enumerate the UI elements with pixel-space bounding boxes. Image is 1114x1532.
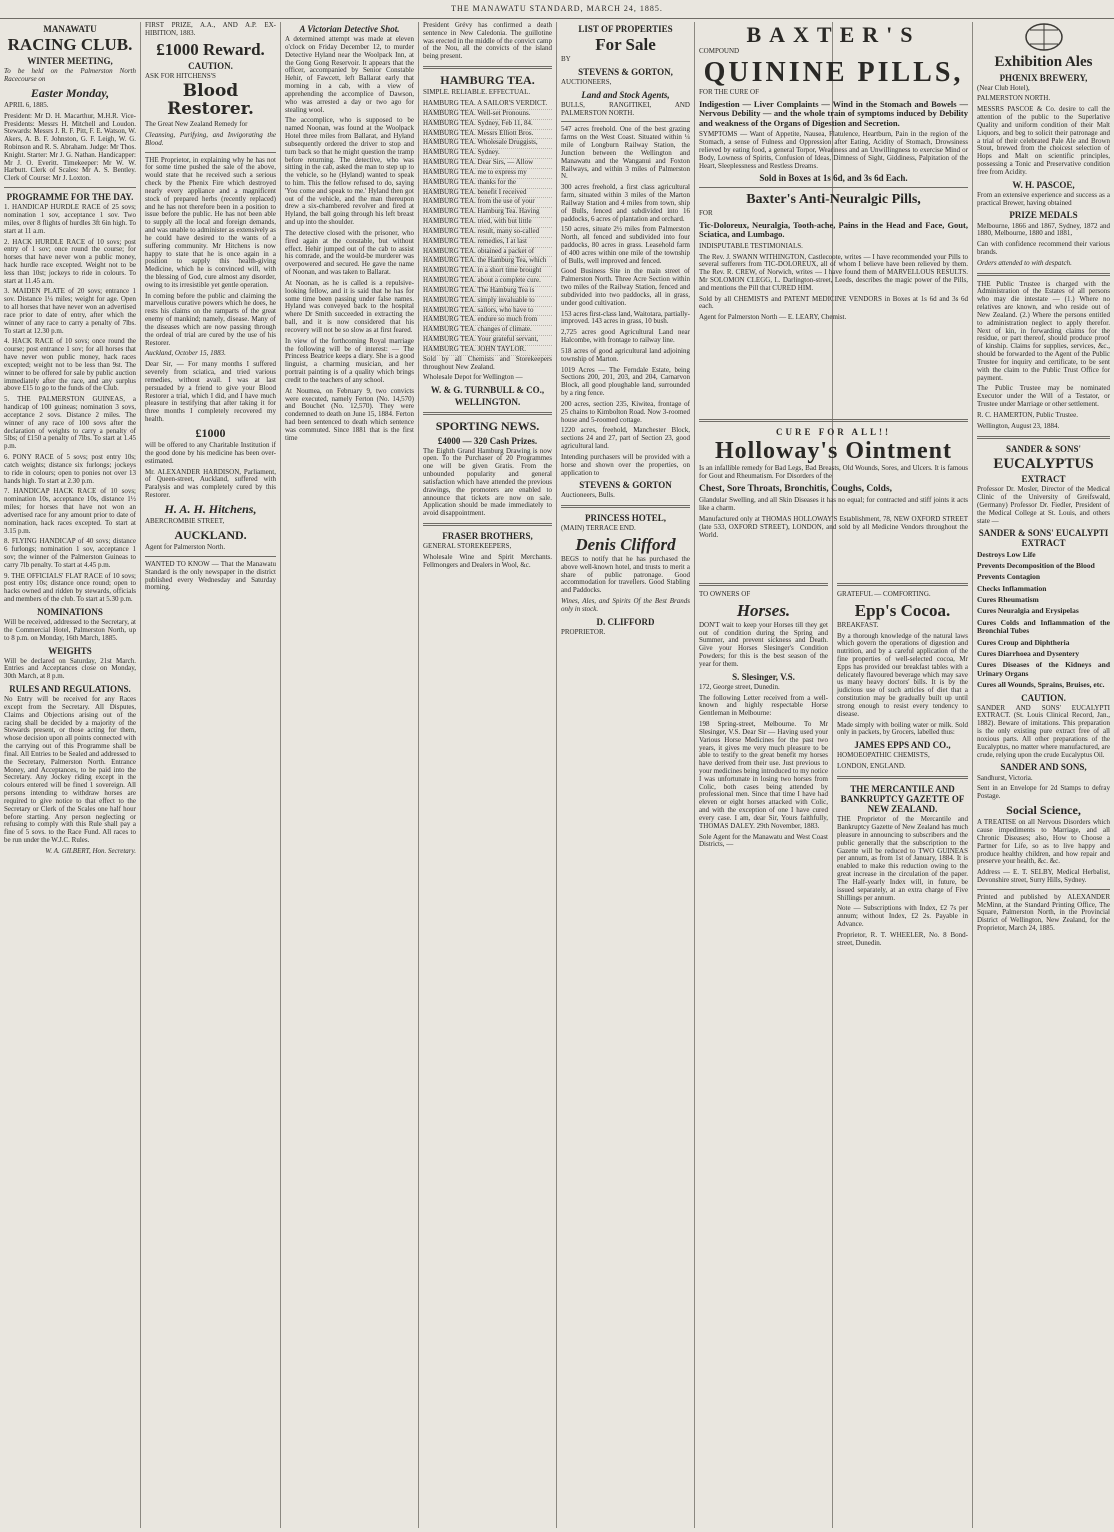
- hamburg-item: HAMBURG TEA. sailors, who have to: [423, 307, 552, 317]
- product-heading: Blood Restorer.: [167, 81, 254, 120]
- race-event: 3. MAIDEN PLATE of 20 sovs; entrance 1 sov. Distance 1¼ miles; weight for age. Open to all horses that have never won an advertised race prior to date of entry, after which the winner of any race to carry a penalty of 7lbs. To start at 12.30 p.m.: [4, 287, 136, 335]
- imprint: Printed and published by ALEXANDER McMinn, at the Standard Printing Office, The Square, Palmerston North, in the Provincial District of Wellington, New Zealand, for the Proprietor, March 24, 1885.: [977, 892, 1110, 933]
- trustee-signature: R. C. HAMERTON, Public Trustee.: [977, 410, 1078, 419]
- holloway-body: Is an infallible remedy for Bad Legs, Bad Breasts, Old Wounds, Sores, and Ulcers. It is famous for Gout and Rheumatism. For Disorders of the: [699, 464, 968, 480]
- pascoe-name: W. H. PASCOE,: [1012, 179, 1075, 190]
- property-listing: 518 acres of good agricultural land adjoining township of Marton.: [561, 346, 690, 363]
- agent-name: STEVENS & GORTON,: [578, 66, 673, 77]
- prize-line: FIRST PRIZE, A.A., AND A.P. EX-HIBITION, 1883.: [145, 22, 276, 37]
- article-paragraph: The accomplice, who is supposed to be named Noonan, was found at the Woolpack Hotel three miles from Ballarat, and Hyland subsequently ordered the driver to stop and turn back so that he might question the tramp before returning. The detective, who was sitting in the cab, asked the man to step up to the vehicle, so he (Hyland) wanted to speak to him. This the fellow refused to do, saying 'You come and speak to me.' Hyland then got out of the vehicle, and the man thereupon drew a six-chambered revolver and fired at Hyland, the ball going through his left breast and up into the shoulder.: [285, 116, 414, 227]
- address-name: H. A. H. Hitchens,: [164, 501, 257, 516]
- rules-text: No Entry will be received for any Races except from the Secretary. All Disputes, Claims and Objections arising out of the racing shall be decided by a majority of the Stewards present, or those acting for them, whose decision upon all points connected with the carrying out of this Programme shall be final. All Entries to be Sealed and addressed to the Secretary, Palmerston North. Entrance Money, and Acceptances, to be paid into the Secretary. Any Jockey riding except in the colours entered will be fined 1 sovereign. All persons intending to withdraw horses are required to give notice to that effect to the Secretary or Clerk of the Scales one half hour before starting. Any person neglecting or refusing to comply with this Rule shall pay a fine of 5 sovs. to the Race Fund. All races to be run under the W.J.C. Rules.: [4, 695, 136, 845]
- article-paragraph: In coming before the public and claiming the marvellous curative powers which he does, he rests his claims on the ramparts of the great enemy of mankind; namely, disease. Many of the diseases which are now passing through the ordeal of trial are cured by the use of his Restorer.: [145, 291, 276, 347]
- epps-column: [833, 578, 972, 1526]
- hamburg-item: HAMBURG TEA. tried, with but little: [423, 218, 552, 228]
- caution-title: CAUTION.: [1021, 692, 1066, 703]
- holloway-body-2: Glandular Swelling, and all Skin Diseases it has no equal; for contracted and stiff joints it acts like a charm.: [699, 496, 968, 513]
- hamburg-item: HAMBURG TEA. Dear Sirs, — Allow: [423, 159, 552, 169]
- sporting-title: SPORTING NEWS.: [435, 419, 540, 434]
- article-paragraph: At Noonan, as he is called is a repulsive-looking fellow, and it is said that he has for some time been passing under false names. Hyland was conveyed back to the hospital where Dr Smith succeeded in extracting the ball, and it is now considered that his recovery will not be so slow as at first feared.: [285, 278, 414, 334]
- agent-close-name: STEVENS & GORTON: [579, 480, 672, 491]
- product-tagline-2: Cleansing, Purifying, and Invigorating the Blood.: [145, 130, 276, 147]
- ask-line: ASK FOR HITCHENS'S: [145, 71, 216, 80]
- claim-item: Checks Inflammation: [977, 583, 1047, 593]
- for-sale-heading: For Sale: [595, 35, 656, 55]
- slesinger-testimonial: 198 Spring-street, Melbourne. To Mr Slesinger, V.S. Dear Sir — Having used your Various Horse Medicines for the past two years, it gives me very much pleasure to be able to testify to the great benefit my horses have derived from their use. Just previous to your medicines being introduced to my notice I was unfortunate in losing two horses from Colic, both cases being attended by professional men. Since that time I have had eleven or eight horses attacked with Colic, and with the exception of one I have cured every case. I am, dear Sir, Yours faithfully, THOMAS DALEY. 29th November, 1883.: [699, 720, 828, 830]
- address-city: AUCKLAND.: [174, 527, 247, 542]
- holloway-maker: Manufactured only at THOMAS HOLLOWAY'S Establishment, 78, NEW OXFORD STREET (late 533, OXFORD STREET), LONDON, and sold by all Medicine Vendors throughout the World.: [699, 515, 968, 539]
- neuralgic-list: Tic-Doloreux, Neuralgia, Tooth-ache, Pains in the Head and Face, Gout, Sciatica, and Lumbago.: [699, 219, 968, 240]
- by-line: BY: [561, 54, 571, 63]
- holloway-list: Chest, Sore Throats, Bronchitis, Coughs, Colds,: [699, 483, 893, 494]
- hamburg-item: HAMBURG TEA. Your grateful servant,: [423, 336, 552, 346]
- hamburg-item: HAMBURG TEA. the Hamburg Tea, which: [423, 257, 552, 267]
- weights-title: WEIGHTS: [48, 645, 92, 656]
- baxter-for-cure: FOR THE CURE OF: [699, 87, 759, 96]
- slesinger-name: S. Slesinger, V.S.: [732, 671, 795, 682]
- claim-item: Cures Croup and Diphtheria: [977, 637, 1070, 647]
- hotel-name: PRINCESS HOTEL,: [584, 513, 667, 524]
- race-event: 9. THE OFFICIALS' FLAT RACE of 10 sovs; post entry 10s; distance once round; open to hacks owned and ridden by stewards, officials and members of the club. To start at 5.30 p.m.: [4, 571, 136, 604]
- sander-title-2: SANDER & SONS' EUCALYPTI EXTRACT: [978, 528, 1109, 549]
- properties-list-title: LIST OF PROPERTIES: [578, 24, 673, 34]
- reward-heading: £1000 Reward.: [156, 39, 265, 59]
- social-title: Social Science,: [1006, 803, 1081, 818]
- stamps-line: Sent in an Envelope for 2d Stamps to defray Postage.: [977, 784, 1110, 801]
- agent-subtitle: Land and Stock Agents,: [581, 89, 670, 100]
- depot-name: W. & G. TURNBULL & CO.,: [430, 385, 545, 396]
- race-event: 2. HACK HURDLE RACE of 10 sovs; post entry of 1 sov; once round the course; for horses that have never won a public money, hack hurdle race excepted. Weight not to be less than 10st; jockeys to ride in colours. To start at 11.45 a.m.: [4, 237, 136, 285]
- racing-meeting: WINTER MEETING,: [27, 55, 113, 66]
- agent-location: BULLS, RANGITIKEI, AND PALMERSTON NORTH.: [561, 100, 690, 117]
- horses-pre: TO OWNERS OF: [699, 590, 751, 598]
- hamburg-item: HAMBURG TEA. A SAILOR'S VERDICT.: [423, 100, 552, 110]
- race-event: 5. THE PALMERSTON GUINEAS, a handicap of 100 guineas; nomination 3 sovs, acceptance 2 sovs. Distance 2 miles. The winner of any race of 100 sovs after the declaration of weights to carry a penalty of 5lbs; of £150 a penalty of 7lbs. To start at 1.45 p.m.: [4, 395, 136, 451]
- hamburg-item: HAMBURG TEA. changes of climate.: [423, 326, 552, 336]
- baxters-advert: [695, 22, 972, 412]
- article-paragraph: THE Proprietor, in explaining why he has not for some time pushed the sale of the above, would state that he received such a serious check by the Phenix Fire which destroyed nearly every appliance and a magnificent stock of prepared herbs (recently replaced) and he has not therefore been in a position to issue before the public. He has not been able to supply all the local and foreign demands, and was unable to administer as extensively as he could have desired to the wants of a suffering community. Mr Hitchens is now happy to state that he is once again in a position to supply this health-giving Medicine, which he is convinced will, with the blessing of God, cure almost any disorder, owing to its irresistible yet gentle operation.: [145, 155, 276, 289]
- property-listing: 1220 acres, freehold, Manchester Block, sections 24 and 27, part of Section 23, good agricultural land.: [561, 426, 690, 451]
- hamburg-item: HAMBURG TEA. Hamburg Tea. Having: [423, 208, 552, 218]
- horses-body: DON'T wait to keep your Horses till they get out of condition during the Spring and Summer, and prevent sickness and Death. Give your Horses Slesinger's Condition Powders; for this is the best season of the year for them.: [699, 620, 828, 668]
- race-event: 4. HACK RACE of 10 sovs; once round the course; post entrance 1 sov; for all horses that have never won public money, hack races excepted; weight not to be less than 9st. The winner to be offered for sale by public auction immediately after the race, and any surplus above £15 to go to the funds of the Club.: [4, 337, 136, 393]
- property-listing: 547 acres freehold. One of the best grazing farms on the West Coast. Situated within ¼ mile of Longburn Railway Station, the Junction between the Wellington and Manawatu and the Wanganui and Foxton Railways, and within 3 miles of Palmerston N.: [561, 125, 690, 181]
- sporting-subtitle: £4000 — 320 Cash Prizes.: [437, 435, 538, 446]
- product-tagline: The Great New Zealand Remedy for: [145, 120, 248, 129]
- hamburg-item: HAMBURG TEA. about a complete cure.: [423, 277, 552, 287]
- programme-title: PROGRAMME FOR THE DAY.: [6, 192, 134, 203]
- hamburg-item: HAMBURG TEA. Sydney.: [423, 149, 552, 159]
- eucalyptus-heading: EUCALYPTUS: [993, 455, 1094, 472]
- baxter-compound: COMPOUND: [699, 47, 740, 55]
- epps-subtitle: BREAKFAST.: [837, 620, 879, 629]
- hamburg-item: HAMBURG TEA. in a short time brought: [423, 267, 552, 277]
- property-listing: 153 acres first-class land, Waitotara, partially-improved. 143 acres in grass, 10 bush.: [561, 309, 690, 326]
- baxter-price: Sold in Boxes at 1s 6d, and 3s 6d Each.: [759, 173, 908, 184]
- sander-body: Professor Dr. Mosler, Director of the Medical Clinic of the University of Greifswald, (Germany) Professor Dr. Fiedler, President of the Medical College at St. Louis, and others state —: [977, 485, 1110, 525]
- article-paragraph: In view of the forthcoming Royal marriage the following will be of interest: — The Princess Beatrice keeps a diary. She is a good linguist, a charming musician, and her portrait painting is of a quality which brings credit to the teachers of any school.: [285, 336, 414, 384]
- race-event: 6. PONY RACE of 5 sovs; post entry 10s; catch weights; distance six furlongs; jockeys to ride in colours; open to ponies not over 13 hands high. To start at 2.30 p.m.: [4, 453, 136, 485]
- exhibition-title: Exhibition Ales: [994, 54, 1093, 70]
- intending-purchasers: Intending purchasers will be provided with a horse and shown over the properties, on application to: [561, 452, 690, 477]
- caution-body: SANDER AND SONS' EUCALYPTI EXTRACT. (St. Louis Clinical Record, Jan., 1882). Beware of imitations. This preparation is the only existing pure extract free of all noxious parts. All other preparations of the Eucalyptus, no matter where manufactured, are crude, relying upon the crude Eucalyptus Oil.: [977, 703, 1110, 759]
- orders-line: Orders attended to with despatch.: [977, 258, 1072, 267]
- hotel-subtitle: (MAIN) TERRACE END.: [561, 524, 636, 533]
- property-listing: 300 acres freehold, a first class agricultural farm, situated within 3 miles of the Marton Railway Station and 4 miles from town, ship of Bulls, fenced and subdivided into 16 paddocks, 6 acres of plantation and orchard.: [561, 183, 690, 223]
- property-listing: 1019 Acres — The Ferndale Estate, being Sections 200, 201, 203, and 204, Carnarvon Block, all good ploughable land, surrounded by a ring fence.: [561, 365, 690, 398]
- social-address: Address — E. T. SELBY, Medical Herbalist, Devonshire street, Surry Hills, Sydney.: [977, 868, 1110, 884]
- trustee-body: THE Public Trustee is charged with the Administration of the Estates of all persons who may die intestate — (1.) Where no relatives are known, and who reside out of New Zealand. (2.) Where the persons entitled to administration neglect to apply therefor. Next of kin, in forwarding claims for the residue, or part thereof, should produce proof of kinship. Claims for supplies, services, &c., should be forwarded to the Agent of the Public Trustee for inquiry and certificate, to be sent with the claim to the Public Trust Office for payment.: [977, 279, 1110, 382]
- wanted-notice: WANTED TO KNOW — That the Manawatu Standard is the only newspaper in the district published every Wednesday and Saturday morning.: [145, 559, 276, 592]
- hamburg-item: HAMBURG TEA. The Hamburg Tea is: [423, 287, 552, 297]
- pascoe-subtitle: From an extensive experience and success as a practical Brewer, having obtained: [977, 190, 1110, 207]
- gazette-signature: Proprietor, R. T. WHEELER, No. 8 Bond-street, Dunedin.: [837, 930, 968, 947]
- nominations-title: NOMINATIONS: [37, 606, 103, 617]
- hamburg-item: HAMBURG TEA. obtained a packet of: [423, 248, 552, 258]
- baxter-ailments: Indigestion — Liver Complaints — Wind in the Stomach and Bowels — Nervous Debility — and the whole train of symptoms induced by Debility and weakness of the Organs of Digestion and Secretion.: [699, 98, 968, 128]
- agent-line: Agent for Palmerston North.: [145, 543, 226, 552]
- gazette-note: Note — Subscriptions with Index, £2 7s per annum; without Index, £2 2s. Payable in Advance.: [837, 904, 968, 928]
- epps-body: By a thorough knowledge of the natural laws which govern the operations of digestion and nutrition, and by a careful application of the fine properties of well-selected cocoa, Mr Epps has provided our breakfast tables with a delicately flavoured beverage which may save us many heavy doctors' bills. It is by the judicious use of such articles of diet that a constitution may be gradually built up until strong enough to resist every tendency to disease.: [837, 631, 968, 718]
- properties-column: [557, 22, 694, 1526]
- claim-item: Cures Colds and Inflammation of the Bronchial Tubes: [977, 617, 1110, 636]
- article-paragraph: A determined attempt was made at eleven o'clock on Friday December 12, to murder Detective Hyland near the Woolpack Inn, at the Gong Gong Reservoir. It appears that the officer, accompanied by Senior Constable Hehir, of Fawcett, left Ballarat early that morning in a cab, with a view of apprehending the accomplice of Dawson, who was arrested a day or two ago for stealing wool.: [285, 35, 414, 114]
- racing-club-column: [0, 22, 140, 1526]
- holloway-title: Holloway's Ointment: [714, 438, 952, 465]
- brewery-body: MESSRS PASCOE & Co. desire to call the attention of the public to the Superlative Quality and uniform condition of their Malt Liquors, and beg to solicit their patronage and a trial of their celebrated Pale Ale and Brown Stout, brewed from the choicest selection of Hops and Malt on scientific principles, possessing a Tonic and Preservative condition free from Acidity.: [977, 105, 1110, 176]
- claim-item: Destroys Low Life: [977, 549, 1036, 559]
- barrel-icon: [1024, 22, 1064, 52]
- hamburg-list: [423, 100, 552, 356]
- trustee-body-2: The Public Trustee may be nominated Executor under the Will of a Testator, or Trustee under Marriage or other settlement.: [977, 384, 1110, 409]
- hotel-wines: Wines, Ales, and Spirits Of the Best Brands only in stock.: [561, 597, 690, 613]
- brewery-subtitle: (Near Club Hotel),: [977, 83, 1030, 92]
- epps-pre: GRATEFUL — COMFORTING.: [837, 590, 931, 598]
- depot-city: WELLINGTON.: [454, 397, 521, 408]
- article-paragraph: The detective closed with the prisoner, who fired again at the constable, but without effect. Hehir jumped out of the cab to assist his comrade, and the would-be murderer was overpowered and secured. He gave the name of Noonan, and was taken to Ballarat.: [285, 228, 414, 277]
- neuralgic-for: FOR: [699, 208, 713, 217]
- brewery-name: PHŒNIX BREWERY,: [999, 72, 1088, 83]
- hamburg-item: HAMBURG TEA. from the use of your: [423, 198, 552, 208]
- holloway-advert: [695, 414, 972, 564]
- medals-title: PRIZE MEDALS: [1009, 210, 1078, 221]
- testimonials-title: INDISPUTABLE TESTIMONIALS.: [699, 241, 803, 250]
- article-paragraph: Dear Sir, — For many months I suffered severely from sciatica, and tried various remedies, without avail. I was at last persuaded by a friend to give your Blood Restorer a trial, which I did, and I have much pleasure in testifying that after taking it for three months I completely recovered my health.: [145, 360, 276, 424]
- address-street: ABERCROMBIE STREET,: [145, 517, 225, 526]
- baxter-symptoms: SYMPTOMS — Want of Appetite, Nausea, Flatulence, Heartburn, Pain in the region of the Stomach, a sense of Fulness and Oppression after Eating, Acidity of Stomach, Drowsiness relieved by eating food, a general Torpor, Weariness and an Unwillingness to exercise Mind or Body, Lowness of Spirits, Confusion of Ideas, Dimness of Sight, Giddiness, Palpitation of the Heart, Sleeplessness and Restless Dreams.: [699, 130, 968, 170]
- hamburg-tea-column: [419, 22, 556, 1526]
- social-body: A TREATISE on all Nervous Disorders which cause impediments to Marriage, and all Chronic Diseases; also, How to Choose a Partner for Life, so as to live happy and produce healthy children, and how repair and preserve your health, &c. &c.: [977, 818, 1110, 866]
- hamburg-item: HAMBURG TEA. endure so much from: [423, 316, 552, 326]
- property-listing: Good Business Site in the main street of Palmerston North. Three Acre Section within two miles of the Railway Station, fenced and subdivided into two paddocks, all in grass, under good cultivation.: [561, 267, 690, 307]
- epps-maker: JAMES EPPS AND CO.,: [854, 740, 951, 751]
- epps-maker-2: HOMOEOPATHIC CHEMISTS,: [837, 751, 930, 760]
- hamburg-item: HAMBURG TEA. Sydney, Feb 11, 84.: [423, 120, 552, 130]
- sander-title: SANDER & SONS': [1005, 443, 1081, 454]
- hamburg-item: HAMBURG TEA. benefit I received: [423, 189, 552, 199]
- baxter-brand: BAXTER'S: [746, 22, 921, 47]
- slesinger-address: 172, George street, Dunedin.: [699, 682, 780, 691]
- slesinger-testimonial-intro: The following Letter received from a well-known and highly respectable Horse Gentleman in Melbourne:: [699, 693, 828, 718]
- agent-close-subtitle: Auctioneers, Bulls.: [561, 491, 615, 500]
- hamburg-item: HAMBURG TEA. JOHN TAYLOR.: [423, 346, 552, 356]
- epps-title: Epp's Cocoa.: [854, 600, 951, 620]
- gazette-body: THE Proprietor of the Mercantile and Bankruptcy Gazette of New Zealand has much pleasure in announcing to subscribers and the public generally that the subscription to the Gazette will be reduced to TWO GUINEAS per annum, as from 1st of January, 1884. It is enabled to make this reduction owing to the great increase in the circulation of the paper. The Half-yearly Index will, in future, be issued separately, at an extra charge of Five Shillings per annum.: [837, 815, 969, 902]
- hamburg-sold: Sold by all Chemists and Storekeepers throughout New Zealand.: [423, 354, 552, 371]
- claim-item: Prevents Contagion: [977, 572, 1040, 582]
- epps-city: LONDON, ENGLAND.: [837, 762, 906, 771]
- race-event: 7. HANDICAP HACK RACE of 10 sovs; nomination 10s, acceptance 10s, distance 1½ miles; for horses that have not won an advertised race for any amount prior to date of nomination, hack races excepted. To start at 3.15 p.m.: [4, 487, 136, 535]
- hamburg-item: HAMBURG TEA. thanks for the: [423, 179, 552, 189]
- claim-item: Prevents Decomposition of the Blood: [977, 560, 1095, 570]
- claim-item: Cures Diarrhoea and Dysentery: [977, 649, 1080, 659]
- hamburg-item: HAMBURG TEA. me to express my: [423, 169, 552, 179]
- article-paragraph: Auckland, October 15, 1883.: [145, 349, 226, 358]
- article-headline: A Victorian Detective Shot.: [299, 24, 400, 34]
- fraser-body: Wholesale Wine and Spirit Merchants. Fellmongers and Dealers in Wool, &c.: [423, 552, 552, 569]
- rules-title: RULES AND REGULATIONS.: [9, 684, 131, 695]
- hamburg-item: HAMBURG TEA. remedies, I at last: [423, 238, 552, 248]
- slesinger-agent: Sole Agent for the Manawatu and West Coast Districts, —: [699, 832, 828, 849]
- testimonials-text: The Rev. J. SWANN WITHINGTON, Castlecoote, writes — I have recommended your Pills to several sufferers from TIC-DOLOREUX, all of whom I believe have been relieved by them. The Rev. R. CREW, of Norwich, writes — I have found them of MARVELLOUS RESULTS. Mr SOLOMON CLEGG, L. Darlington-street, Leeds, describes the magic power of the Pills, and mentions the Pill that CURED HIM.: [699, 252, 968, 292]
- weights-text: Will be declared on Saturday, 21st March. Entries and Acceptances close on Monday, 30th March, at 8 p.m.: [4, 656, 136, 681]
- claim-item: Cures Rheumatism: [977, 595, 1039, 605]
- property-listing: 2,725 acres good Agricultural Land near Halcombe, with frontage to railway line.: [561, 328, 690, 345]
- hotel-body: BEGS to notify that he has purchased the above well-known hotel, and trusts to merit a share of public patronage. Good accommodation for travellers. Good Stabling and Paddocks.: [561, 555, 690, 595]
- nominations-text: Will be received, addressed to the Secretary, at the Commercial Hotel, Palmerston North, up to 8 p.m. on Monday, 16th March, 1885.: [4, 618, 136, 642]
- agent-role: AUCTIONEERS,: [561, 77, 612, 86]
- reward-text: will be offered to any Charitable Institution if the good done by his medicine has been over-estimated.: [145, 441, 276, 465]
- sander-signature: SANDER AND SONS,: [1000, 762, 1087, 773]
- exhibition-column: [973, 22, 1114, 1526]
- claim-item: Cures Neuralgia and Erysipelas: [977, 606, 1079, 616]
- article-intro: President Grévy has confirmed a death sentence in New Caledonia. The guillotine was erected in the middle of the convict camp of the Nou, all the convicts of the island being present.: [423, 22, 552, 61]
- hamburg-item: HAMBURG TEA. simply invaluable to: [423, 297, 552, 307]
- sander-claims: [977, 551, 1110, 690]
- hamburg-item: HAMBURG TEA. Wholesale Druggists,: [423, 139, 552, 149]
- race-event: 1. HANDICAP HURDLE RACE of 25 sovs; nomination 1 sov, acceptance 1 sov. Two miles, over 8 flights of hurdles 3ft 6in high. To start at 11 a.m.: [4, 203, 136, 235]
- cure-banner: CURE FOR ALL!!: [775, 427, 891, 437]
- hamburg-title: HAMBURG TEA.: [440, 73, 535, 88]
- hamburg-subtitle: SIMPLE. RELIABLE. EFFECTUAL.: [423, 88, 531, 97]
- epps-made: Made simply with boiling water or milk. Sold only in packets, by Grocers, labelled thus:: [837, 720, 968, 737]
- sporting-body: The Eighth Grand Hamburg Drawing is now open. To the Purchaser of 20 Programmes one will be given Gratis. From the unbounded popularity and general satisfaction which have attended the previous drawings, the promoters are enabled to announce that tickets are now on sale. Application should be made immediately to avoid disappointment.: [423, 446, 552, 518]
- racing-date: APRIL 6, 1885.: [4, 100, 49, 109]
- caution-heading: CAUTION.: [188, 60, 233, 71]
- racing-day: Easter Monday,: [30, 85, 110, 100]
- fraser-name: FRASER BROTHERS,: [442, 531, 533, 542]
- property-listing: 150 acres, situate 2½ miles from Palmerston North, all fenced and subdivided into four paddocks, 80 acres in grass. Leasehold farm of 400 acres within one mile of the township of Bulls, well improved and fenced.: [561, 225, 690, 265]
- hotel-landlord: Denis Clifford: [575, 535, 676, 555]
- property-listing: 200 acres, section 235, Kiwitea, frontage of 25 chains to Kimbolton Road. Now 3-roomed house and 5-roomed cottage.: [561, 399, 690, 424]
- hamburg-item: HAMBURG TEA. Messrs Elliott Bros.: [423, 130, 552, 140]
- medal-note: Can with confidence recommend their various brands.: [977, 240, 1110, 256]
- baxter-sold-by: Sold by all CHEMISTS and PATENT MEDICINE VENDORS in Boxes at 1s 6d and 3s 6d each.: [699, 294, 968, 311]
- racing-venue: To be held on the Palmerston North Racecourse on: [4, 67, 136, 83]
- racing-org: MANAWATU: [43, 24, 97, 34]
- gazette-title: THE MERCANTILE AND BANKRUPTCY GAZETTE OF NEW ZEALAND.: [840, 784, 965, 815]
- horses-column: [695, 578, 832, 1526]
- medal-list: Melbourne, 1866 and 1867, Sydney, 1872 and 1880, Melbourne, 1880 and 1881,: [977, 221, 1110, 238]
- claim-item: Cures all Wounds, Sprains, Bruises, etc.: [977, 680, 1105, 690]
- race-event: 8. FLYING HANDICAP of 40 sovs; distance 6 furlongs; nomination 1 sov, acceptance 1 sov; the winner of the Palmerston Guineas to carry 7lb penalty. To start at 4.45 p.m.: [4, 537, 136, 569]
- racing-signature: W. A. GILBERT, Hon. Secretary.: [45, 846, 136, 855]
- blood-restorer-column: [141, 22, 280, 1526]
- fraser-subtitle: GENERAL STOREKEEPERS,: [423, 542, 512, 551]
- testimonial-text: Mr. ALEXANDER HARDISON, Parliament, of Queen-street, Auckland, suffered with Paralysis and was completely cured by this Restorer.: [145, 467, 276, 500]
- wholesale-line: Wholesale Depot for Wellington —: [423, 373, 523, 382]
- hamburg-item: HAMBURG TEA. Well-set Pronouns.: [423, 110, 552, 120]
- racing-title: RACING CLUB.: [7, 35, 133, 55]
- horses-title: Horses.: [736, 600, 791, 620]
- baxter-product: QUININE PILLS,: [703, 56, 964, 88]
- baxter-agent: Agent for Palmerston North — E. LEARY, Chemist.: [699, 313, 847, 322]
- extract-heading: EXTRACT: [1021, 474, 1066, 485]
- brewery-location: PALMERSTON NORTH.: [977, 94, 1051, 103]
- reward-amount: £1000: [195, 425, 226, 440]
- racing-officers: President: Mr D. H. Macarthur, M.H.R. Vice-Presidents: Messrs H. Mitchell and Loudon. Stewards: Messrs J. R. F. Pitt, F. E. Watson, W. Akers, A. B. F. Johnston, G. F. Leigh, W. G. Robinson and R. S. Abraham. Judge: Mr Thos. Knight. Starter: Mr J. G. Nathan. Handicapper: Mr J. O. Everitt. Timekeeper: Mr W. W. Harbutt. Clerk of Scales: Mr A. S. Bentley. Clerk of Course: Mr J. Loxton.: [4, 111, 136, 183]
- hotel-proprietor: PROPRIETOR.: [561, 627, 606, 636]
- hotel-signature: D. CLIFFORD: [596, 616, 655, 627]
- detective-article-column: [281, 22, 418, 1526]
- neuralgic-title: Baxter's Anti-Neuralgic Pills,: [746, 192, 921, 208]
- article-footer: At Noumea, on February 9, two convicts were executed, namely Ferton (No. 14,570) and Bouchet (No. 12,570). They were condemned to death on June 15, 1884. Ferton had been sentenced to death which sentence was commuted. Since 1881 that is the first time: [285, 386, 414, 442]
- trustee-location: Wellington, August 23, 1884.: [977, 421, 1060, 430]
- claim-item: Cures Diseases of the Kidneys and Urinary Organs: [977, 660, 1110, 678]
- sander-location: Sandhurst, Victoria.: [977, 773, 1033, 782]
- page-masthead: THE MANAWATU STANDARD, MARCH 24, 1885.: [0, 0, 1114, 19]
- hamburg-item: HAMBURG TEA. result, many so-called: [423, 228, 552, 238]
